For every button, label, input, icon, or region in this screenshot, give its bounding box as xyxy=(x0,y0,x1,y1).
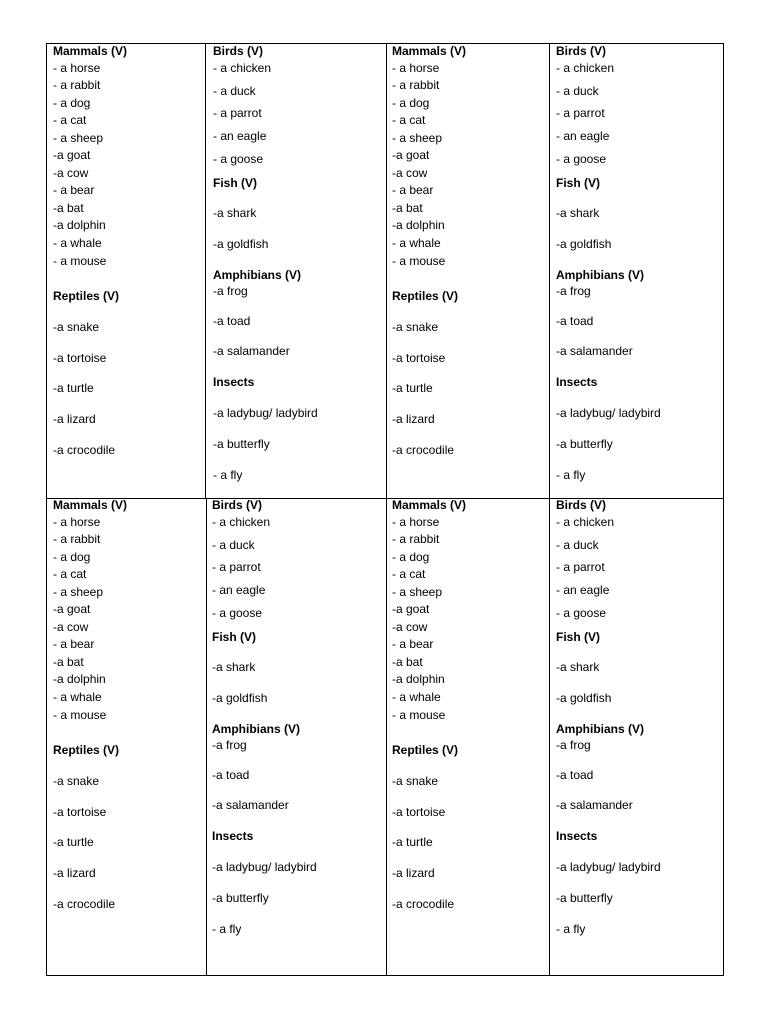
list-item: - a whale xyxy=(392,690,441,704)
list-item: -a toad xyxy=(556,768,594,782)
birds-heading: Birds (V) xyxy=(213,44,264,58)
reptiles-heading: Reptiles (V) xyxy=(53,743,120,757)
list-item: -a shark xyxy=(556,206,600,220)
list-item: -a goldfish xyxy=(556,237,612,251)
list-item: - a whale xyxy=(392,236,441,250)
list-item: -a cow xyxy=(392,166,428,180)
list-item: - a chicken xyxy=(556,515,615,529)
list-item: -a butterfly xyxy=(212,891,269,905)
list-item: - a cat xyxy=(392,113,426,127)
fish-heading: Fish (V) xyxy=(212,630,256,644)
list-item: -a butterfly xyxy=(213,437,270,451)
mammals-heading: Mammals (V) xyxy=(53,44,128,58)
fish-heading: Fish (V) xyxy=(556,176,600,190)
list-item: -a lizard xyxy=(392,866,435,880)
list-item: -a goldfish xyxy=(556,691,612,705)
list-item: -a ladybug/ ladybird xyxy=(556,406,661,420)
insects-heading: Insects xyxy=(213,375,255,389)
list-item: -a tortoise xyxy=(53,805,107,819)
list-item: -a turtle xyxy=(53,381,94,395)
list-item: -a ladybug/ ladybird xyxy=(212,860,317,874)
list-item: - a sheep xyxy=(53,585,104,599)
list-item: - a goose xyxy=(556,152,607,166)
list-item: - a dog xyxy=(53,96,91,110)
list-item: -a shark xyxy=(212,660,256,674)
list-item: - a mouse xyxy=(53,708,107,722)
list-item: -a ladybug/ ladybird xyxy=(213,406,318,420)
reptiles-heading: Reptiles (V) xyxy=(53,289,120,303)
list-item: -a lizard xyxy=(53,866,96,880)
vertical-divider xyxy=(205,44,206,498)
list-item: - a rabbit xyxy=(53,532,101,546)
list-item: - a bear xyxy=(53,183,95,197)
list-item: - an eagle xyxy=(213,129,267,143)
list-item: -a toad xyxy=(212,768,250,782)
list-item: -a butterfly xyxy=(556,437,613,451)
list-item: - a chicken xyxy=(212,515,271,529)
list-item: -a bat xyxy=(392,201,423,215)
list-item: -a snake xyxy=(53,320,100,334)
list-item: - a fly xyxy=(212,922,242,936)
list-item: -a goat xyxy=(392,602,430,616)
list-item: -a lizard xyxy=(53,412,96,426)
list-item: -a goat xyxy=(53,148,91,162)
list-item: - a horse xyxy=(53,515,101,529)
list-item: - a bear xyxy=(392,637,434,651)
list-item: - a sheep xyxy=(392,585,443,599)
list-item: - a whale xyxy=(53,690,102,704)
list-item: - a fly xyxy=(556,468,586,482)
birds-heading: Birds (V) xyxy=(212,498,263,512)
list-item: - a fly xyxy=(213,468,243,482)
list-item: -a tortoise xyxy=(392,351,446,365)
list-item: -a crocodile xyxy=(53,897,116,911)
reptiles-heading: Reptiles (V) xyxy=(392,289,459,303)
list-item: -a frog xyxy=(556,738,591,752)
list-item: -a cow xyxy=(53,166,89,180)
list-item: -a snake xyxy=(53,774,100,788)
amphibians-heading: Amphibians (V) xyxy=(212,722,301,736)
birds-heading: Birds (V) xyxy=(556,44,607,58)
list-item: -a turtle xyxy=(392,835,433,849)
vocabulary-card-sheet xyxy=(46,43,724,976)
list-item: - a parrot xyxy=(212,560,261,574)
list-item: - a rabbit xyxy=(392,532,440,546)
list-item: - a parrot xyxy=(556,106,605,120)
list-item: - a chicken xyxy=(213,61,272,75)
list-item: - a cat xyxy=(53,113,87,127)
list-item: - a sheep xyxy=(392,131,443,145)
list-item: -a cow xyxy=(392,620,428,634)
list-item: -a turtle xyxy=(53,835,94,849)
list-item: - a horse xyxy=(392,61,440,75)
horizontal-divider xyxy=(47,498,723,499)
vertical-divider xyxy=(386,44,387,975)
mammals-heading: Mammals (V) xyxy=(392,498,467,512)
reptiles-heading: Reptiles (V) xyxy=(392,743,459,757)
list-item: - a parrot xyxy=(556,560,605,574)
fish-heading: Fish (V) xyxy=(556,630,600,644)
list-item: -a snake xyxy=(392,320,439,334)
list-item: -a dolphin xyxy=(53,672,106,686)
list-item: -a cow xyxy=(53,620,89,634)
list-item: - a cat xyxy=(392,567,426,581)
list-item: - a whale xyxy=(53,236,102,250)
list-item: - a rabbit xyxy=(392,78,440,92)
list-item: -a toad xyxy=(556,314,594,328)
birds-heading: Birds (V) xyxy=(556,498,607,512)
list-item: -a toad xyxy=(213,314,251,328)
list-item: -a dolphin xyxy=(392,672,445,686)
list-item: -a salamander xyxy=(213,344,290,358)
list-item: - a mouse xyxy=(392,708,446,722)
list-item: - a chicken xyxy=(556,61,615,75)
list-item: - an eagle xyxy=(556,129,610,143)
list-item: -a crocodile xyxy=(392,897,455,911)
vertical-divider xyxy=(549,44,550,975)
list-item: -a butterfly xyxy=(556,891,613,905)
list-item: -a frog xyxy=(213,284,248,298)
list-item: - a fly xyxy=(556,922,586,936)
list-item: -a dolphin xyxy=(392,218,445,232)
list-item: - a duck xyxy=(212,538,255,552)
mammals-heading: Mammals (V) xyxy=(392,44,467,58)
list-item: - a horse xyxy=(53,61,101,75)
list-item: -a ladybug/ ladybird xyxy=(556,860,661,874)
list-item: - a duck xyxy=(213,84,256,98)
list-item: - a dog xyxy=(392,550,430,564)
list-item: - a bear xyxy=(53,637,95,651)
amphibians-heading: Amphibians (V) xyxy=(213,268,302,282)
list-item: -a dolphin xyxy=(53,218,106,232)
list-item: -a tortoise xyxy=(392,805,446,819)
list-item: - a mouse xyxy=(392,254,446,268)
list-item: - a bear xyxy=(392,183,434,197)
list-item: -a frog xyxy=(212,738,247,752)
list-item: -a lizard xyxy=(392,412,435,426)
list-item: - a goose xyxy=(213,152,264,166)
list-item: -a shark xyxy=(556,660,600,674)
list-item: - a rabbit xyxy=(53,78,101,92)
mammals-heading: Mammals (V) xyxy=(53,498,128,512)
list-item: - an eagle xyxy=(556,583,610,597)
list-item: - a horse xyxy=(392,515,440,529)
list-item: - a cat xyxy=(53,567,87,581)
list-item: - a duck xyxy=(556,84,599,98)
amphibians-heading: Amphibians (V) xyxy=(556,722,645,736)
vertical-divider xyxy=(206,498,207,975)
fish-heading: Fish (V) xyxy=(213,176,257,190)
insects-heading: Insects xyxy=(212,829,254,843)
list-item: - a goose xyxy=(556,606,607,620)
list-item: -a turtle xyxy=(392,381,433,395)
list-item: -a salamander xyxy=(212,798,289,812)
list-item: -a goldfish xyxy=(212,691,268,705)
insects-heading: Insects xyxy=(556,829,598,843)
list-item: -a goldfish xyxy=(213,237,269,251)
list-item: -a goat xyxy=(53,602,91,616)
list-item: -a goat xyxy=(392,148,430,162)
list-item: -a salamander xyxy=(556,344,633,358)
list-item: - a dog xyxy=(53,550,91,564)
list-item: -a tortoise xyxy=(53,351,107,365)
list-item: - a goose xyxy=(212,606,263,620)
list-item: - a dog xyxy=(392,96,430,110)
list-item: - a duck xyxy=(556,538,599,552)
list-item: - a sheep xyxy=(53,131,104,145)
list-item: - a parrot xyxy=(213,106,262,120)
list-item: -a salamander xyxy=(556,798,633,812)
list-item: -a shark xyxy=(213,206,257,220)
list-item: -a bat xyxy=(53,655,84,669)
list-item: -a crocodile xyxy=(53,443,116,457)
list-item: - a mouse xyxy=(53,254,107,268)
list-item: -a crocodile xyxy=(392,443,455,457)
list-item: -a bat xyxy=(53,201,84,215)
list-item: -a frog xyxy=(556,284,591,298)
amphibians-heading: Amphibians (V) xyxy=(556,268,645,282)
insects-heading: Insects xyxy=(556,375,598,389)
list-item: -a snake xyxy=(392,774,439,788)
list-item: -a bat xyxy=(392,655,423,669)
list-item: - an eagle xyxy=(212,583,266,597)
